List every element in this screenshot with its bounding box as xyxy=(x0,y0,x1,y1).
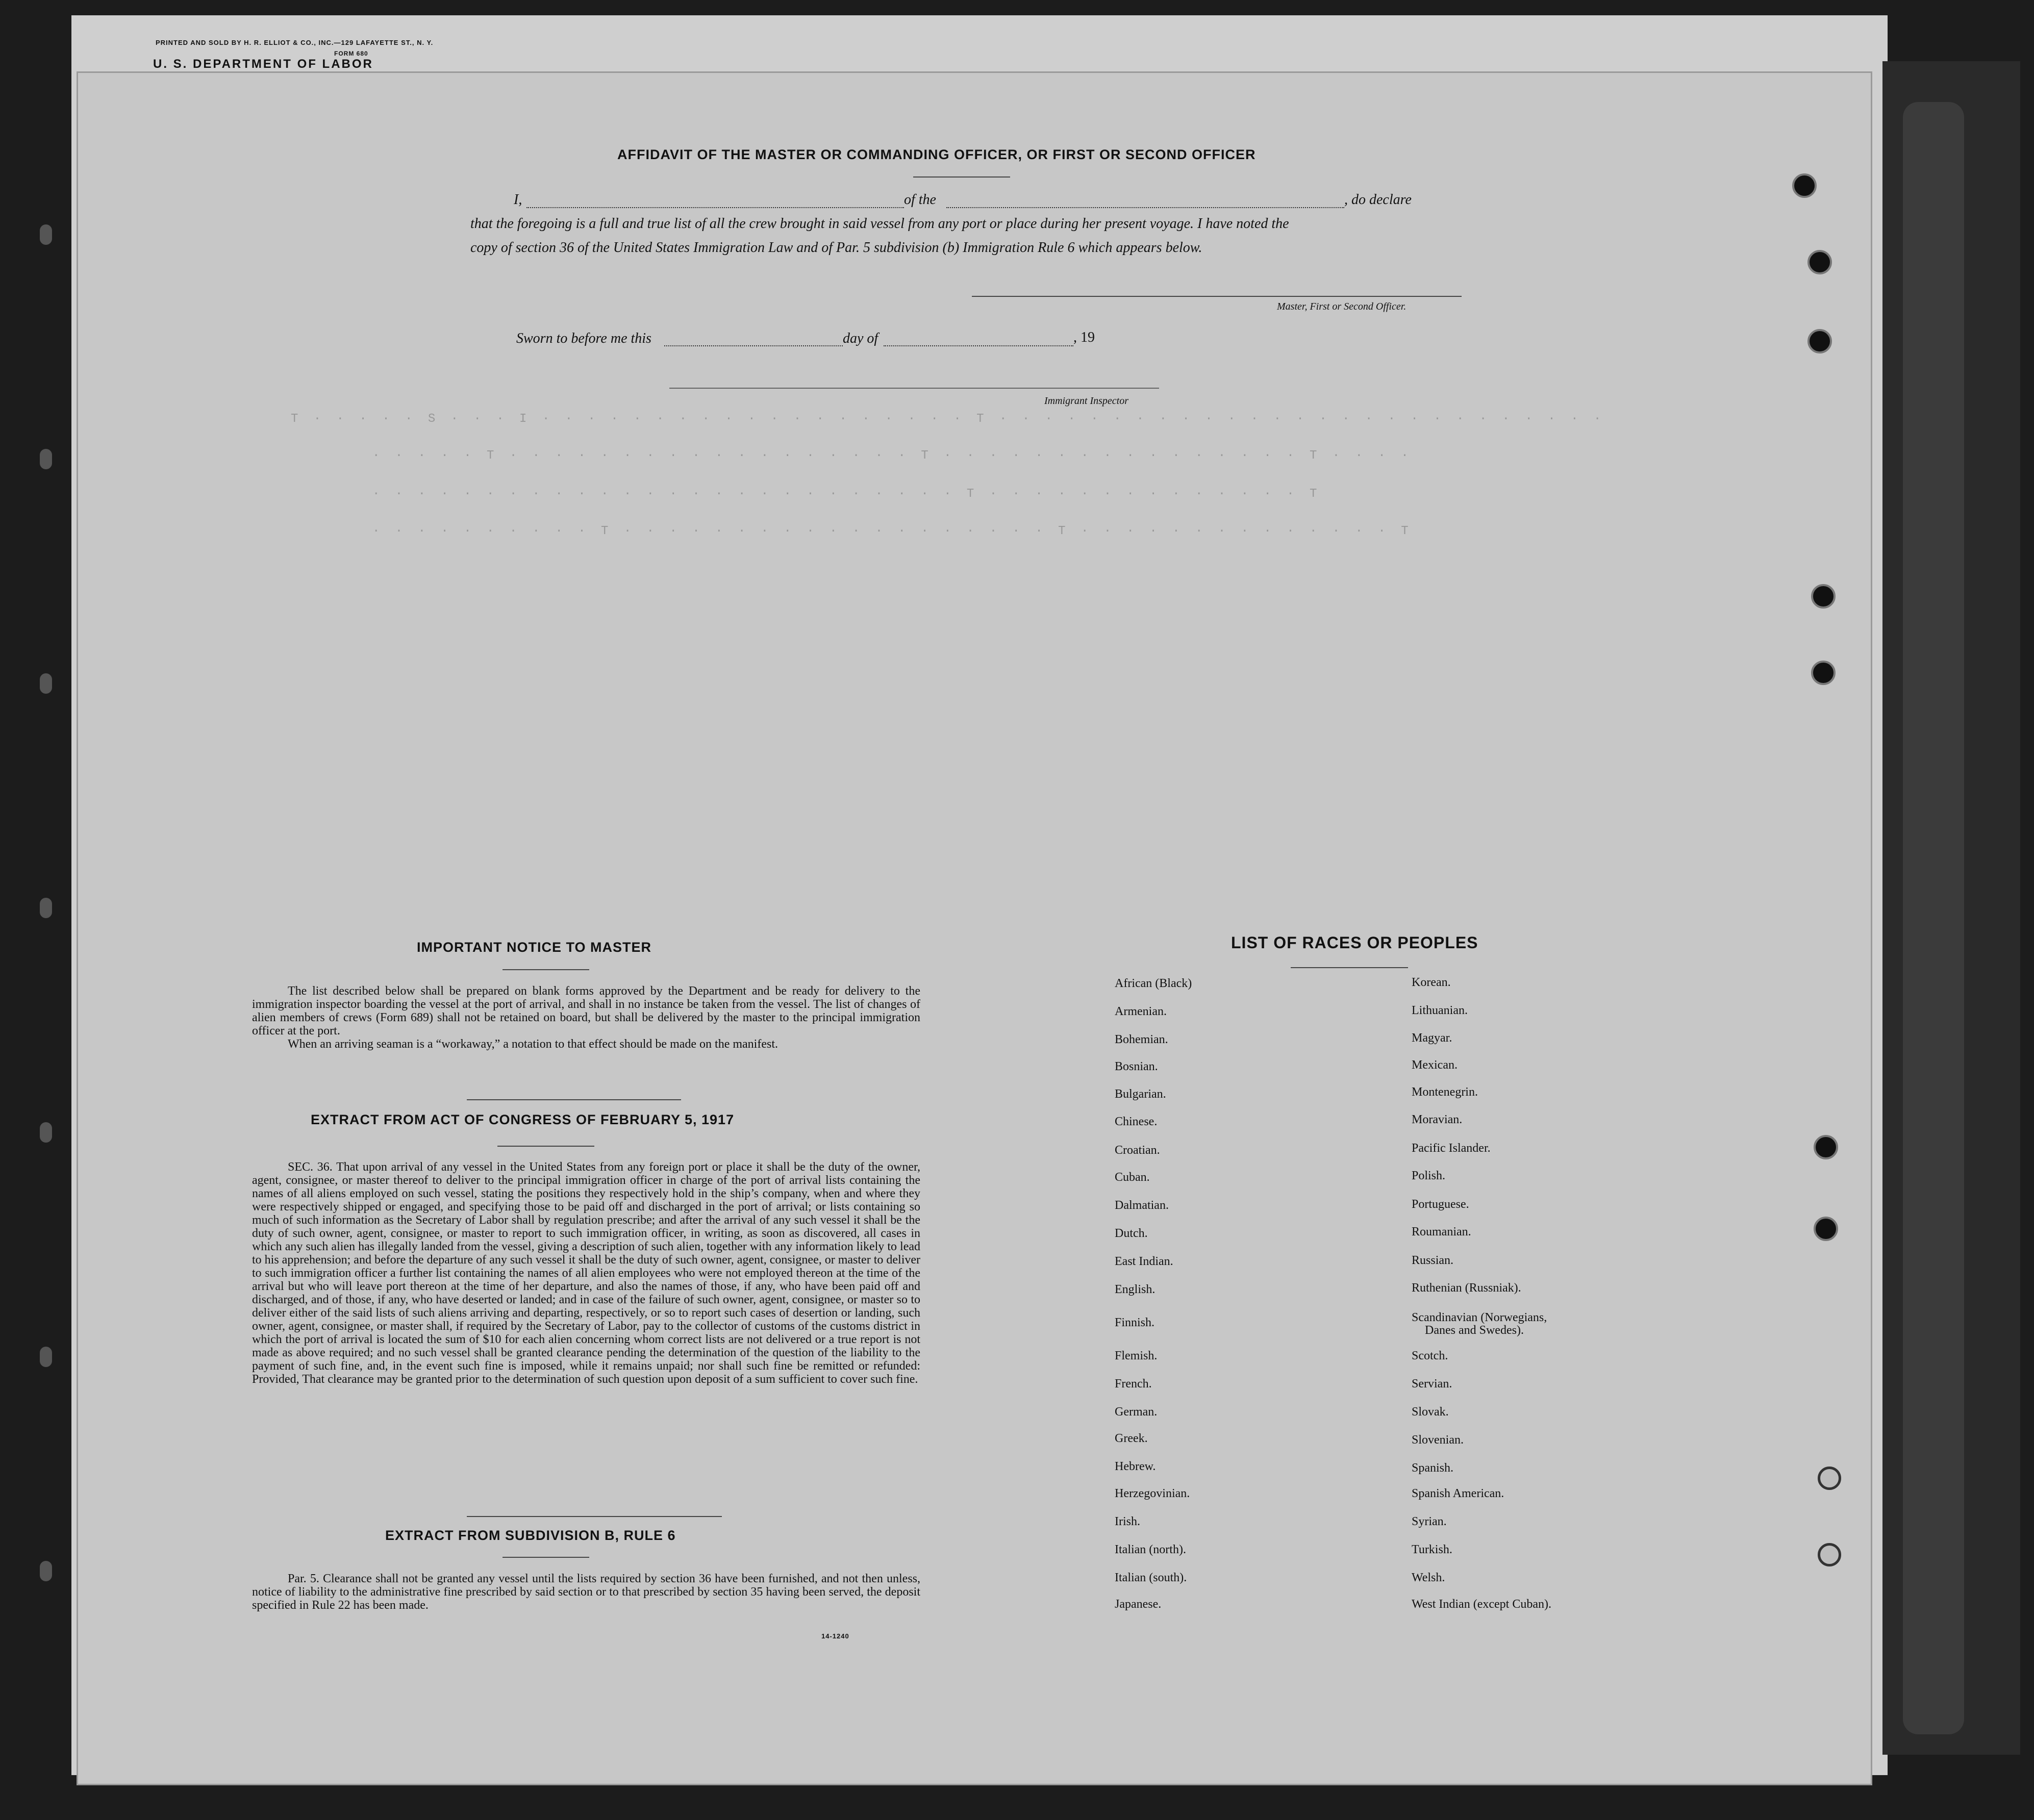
race-item: Slovak. xyxy=(1412,1405,1449,1419)
document-page: T · · · · · S · · · I · · · · · · · · · · · · · · · · · · · T · · · · · · · · · · · · · · · · · · · · · · · · · · · · · · · · T · · · · · · · · · · · · · · · · · · T · · · · · · · · · · · · · · · · T · · · · · · · · · · · · · · · · · · · · · · · · · · · · · · T · · · · · · · · · · · · · · T · · · · · · · · · · T · · · · · · · · · · · · · · · · · · · T · · · · · · · · · · · · · · T AFFIDAVIT OF THE MASTER OR COMMANDING OFFICER, OR FIRST OR SECOND OFFICER I, of the , do declare that the foregoing is a full and true list of all the crew brought in said vessel from any port or place during her present voyage. I have noted the copy of section 36 of the United States Immigration Law and of Par. 5 subdivision (b) Immigration Rule 6 which appears below. Master, First or Second Officer. Sworn to before me this day of , 19 Immigrant Inspector IMPORTANT NOTICE TO MASTER The list described below shall be prepared on blank forms approved by the Department and be ready for delivery to the immigration inspector boarding the vessel at the port of arrival, and shall in no instance be taken from the vessel. The list of changes of alien members of crews (Form 689) shall not be retained on board, but shall be delivered by the master to the principal immigration officer at the port. When an arriving seaman is a “workaway,” a notation to that effect should be made on the manifest. EXTRACT FROM ACT OF CONGRESS OF FEBRUARY 5, 1917 SEC. 36. That upon arrival of any vessel in the United States from any foreign port or place it shall be the duty of the owner, agent, consignee, or master thereof to deliver to the principal immigration officer in charge of the port of arrival lists containing the names of all aliens employed on such vessel, stating the positions they respectively hold in the ship’s company, when and where they were respectively shipped or engaged, and specifying those to be paid off and discharged in the port of arrival; or lists containing so much of such information as the Secretary of Labor shall by regulation prescribe; and after the arrival of any such vessel it shall be the duty of such owner, agent, consignee, or master to report to such immigration officer, in writing, as soon as discovered, all cases in which any such alien has illegally landed from the vessel, giving a description of such alien, together with any information likely to lead to his apprehension; and before the departure of any such vessel it shall be the duty of such owner, agent, consignee, or master to deliver to such immigration officer a further list containing the names of all alien employees who were not employed thereon at the time of the arrival but who will leave port thereon at the time of her departure, and also the names of those, if any, who have been paid off and discharged, and of those, if any, who have deserted or landed; and in case of the failure of such owner, agent, consignee, or master so to deliver either of the said lists of such aliens arriving and departing, respectively, or so to report such cases of desertion or landing, such owner, agent, consignee, or master shall, if required by the Secretary of Labor, pay to the collector of customs of the customs district in which the port of arrival is located the sum of $10 for each alien concerning whom correct lists are not delivered or a true report is not made as above required; and no such vessel shall be granted clearance pending the determination of the question of the liability to the payment of such fine, and, in the event such fine is imposed, while it remains unpaid; nor shall such fine be remitted or refunded: Provided, That clearance may be granted prior to the determination of such question upon deposit of a sum sufficient to cover such fine. EXTRACT FROM SUBDIVISION B, RULE 6 Par. 5. Clearance shall not be granted any vessel until the lists required by section 36 have been furnished, and not then unless, notice of liability to the administrative fine prescribed by said section or to that prescribed by section 35 having been served, the deposit specified in Rule 22 has been made. 14-1240 LIST OF RACES OR PEOPLES African (Black) Armenian. Bohemian. Bosnian. Bulgarian. Chinese. Croatian. Cuban. Dalmatian. Dutch. East Indian. English. Finnish. Flemish. French. German. Greek. Hebrew. Herzegovinian. Irish. Italian (north). Italian (south). Japanese. Korean. Lithuanian. Magyar. Mexican. Montenegrin. Moravian. Pacific Islander. Polish. Portuguese. Roumanian. Russian. Ruthenian (Russniak). Scandinavian (Norwegians, Danes and Swedes). Scotch. Servian. Slovak. Slovenian. Spanish. Spanish American. Syrian. Turkish. Welsh. West Indian (except Cuban). xyxy=(77,71,1872,1785)
binder-edge xyxy=(1882,61,2020,1755)
race-item: East Indian. xyxy=(1115,1255,1173,1268)
race-item: Spanish American. xyxy=(1412,1487,1504,1500)
race-item: Bosnian. xyxy=(1115,1060,1158,1073)
race-item: Polish. xyxy=(1412,1169,1446,1182)
race-item: Roumanian. xyxy=(1412,1225,1471,1238)
race-item: Greek. xyxy=(1115,1432,1148,1445)
race-item: Mexican. xyxy=(1412,1058,1458,1072)
affidavit-line-2: that the foregoing is a full and true list of all the crew brought in said vessel from any port or place during her present voyage. I have noted the xyxy=(470,216,1289,232)
race-item: Syrian. xyxy=(1412,1515,1447,1528)
race-item: Croatian. xyxy=(1115,1144,1160,1157)
race-item: Spanish. xyxy=(1412,1461,1454,1475)
notice-paragraph-2: When an arriving seaman is a “workaway,” a notation to that effect should be made on the manifest. xyxy=(288,1038,778,1051)
race-item: Dalmatian. xyxy=(1115,1199,1169,1212)
vessel-name-blank xyxy=(946,207,1344,208)
officer-signature-caption: Master, First or Second Officer. xyxy=(1277,301,1407,312)
affidavit-line-3: copy of section 36 of the United States Immigration Law and of Par. 5 subdivision (b) Immigration Rule 6 which appears below. xyxy=(470,240,1202,256)
department-name: U. S. DEPARTMENT OF LABOR xyxy=(153,57,373,71)
affidavit-of-the-label: of the xyxy=(904,192,936,208)
extract-rule-title: EXTRACT FROM SUBDIVISION B, RULE 6 xyxy=(385,1528,676,1543)
race-item: English. xyxy=(1115,1283,1156,1296)
sworn-day-blank xyxy=(664,345,843,346)
race-item: Scandinavian (Norwegians, xyxy=(1412,1311,1547,1324)
race-item: Moravian. xyxy=(1412,1113,1463,1126)
notice-text xyxy=(252,984,920,1051)
race-item: Pacific Islander. xyxy=(1412,1142,1491,1155)
extract-rule-text xyxy=(252,1572,920,1612)
affidavit-i-label: I, xyxy=(514,192,522,208)
race-item: African (Black) xyxy=(1115,977,1192,990)
race-item: Servian. xyxy=(1412,1377,1452,1391)
notice-paragraph-1: The list described below shall be prepared on blank forms approved by the Department and be ready for delivery to the immigration inspector boarding the vessel at the port of arrival, and shall in no instance be taken from the vessel. The list of changes of alien members of crews (Form 689) shall not be retained on board, but shall be delivered by the master to the principal immigration officer at the port. xyxy=(252,984,920,1038)
section-36-text: SEC. 36. That upon arrival of any vessel in the United States from any foreign port or place it shall be the duty of the owner, agent, consignee, or master thereof to deliver to the principal immigration officer in charge of the port of arrival lists containing the names of all aliens employed on such vessel, stating the positions they respectively hold in the ship’s company, when and where they were respectively shipped or engaged, and specifying those to be paid off and discharged in the port of arrival; or lists containing so much of such information as the Secretary of Labor shall by regulation prescribe; and after the arrival of any such vessel it shall be the duty of such owner, agent, consignee, or master to report to such immigration officer, in writing, as soon as discovered, all cases in which any such alien has illegally landed from the vessel, giving a description of such alien, together with any information likely to lead to his apprehension; and before the departure of any such vessel it shall be the duty of such owner, agent, consignee, or master to deliver to such immigration officer a further list containing the names of all alien employees who were not employed thereon at the time of the arrival but who will leave port thereon at the time of her departure, and also the names of those, if any, who have been paid off and discharged, and of those, if any, who have deserted or landed; and in case of the failure of such owner, agent, consignee, or master so to deliver either of the said lists of such aliens arriving and departing, respectively, or so to report such cases of desertion or landing, such owner, agent, consignee, or master shall, if required by the Secretary of Labor, pay to the collector of customs of the customs district in which the port of arrival is located the sum of $10 for each alien concerning whom correct lists are not delivered or a true report is not made as above required; and no such vessel shall be granted clearance pending the determination of the question of the liability to the payment of such fine, and, in the event such fine is imposed, while it remains unpaid; nor shall such fine be remitted or refunded: Provided, That clearance may be granted prior to the determination of such question upon deposit of a sum sufficient to cover such fine. xyxy=(252,1160,920,1386)
race-item: West Indian (except Cuban). xyxy=(1412,1598,1551,1611)
printer-imprint: PRINTED AND SOLD BY H. R. ELLIOT & CO., INC.—129 LAFAYETTE ST., N. Y. xyxy=(156,39,434,46)
race-item: Lithuanian. xyxy=(1412,1004,1468,1017)
affidavit-title: AFFIDAVIT OF THE MASTER OR COMMANDING OFFICER, OR FIRST OR SECOND OFFICER xyxy=(617,147,1256,162)
year-label: , 19 xyxy=(1073,330,1095,345)
race-item: Scotch. xyxy=(1412,1349,1448,1362)
inspector-caption: Immigrant Inspector xyxy=(1044,395,1128,407)
race-item: Finnish. xyxy=(1115,1316,1155,1329)
race-item: Herzegovinian. xyxy=(1115,1487,1190,1500)
race-item: Turkish. xyxy=(1412,1543,1452,1556)
extract-act-text xyxy=(252,1160,920,1386)
form-number: FORM 680 xyxy=(334,50,368,57)
race-item: Danes and Swedes). xyxy=(1425,1324,1524,1337)
race-item: Japanese. xyxy=(1115,1598,1162,1611)
race-item: Armenian. xyxy=(1115,1005,1167,1018)
affidavit-do-declare: , do declare xyxy=(1344,192,1412,208)
race-item: Slovenian. xyxy=(1412,1433,1464,1447)
race-item: Bulgarian. xyxy=(1115,1088,1166,1101)
race-item: Russian. xyxy=(1412,1254,1454,1267)
race-item: Cuban. xyxy=(1115,1171,1150,1184)
race-item: Bohemian. xyxy=(1115,1033,1168,1046)
sworn-month-blank xyxy=(884,345,1073,346)
race-item: Flemish. xyxy=(1115,1349,1158,1362)
form-code: 14-1240 xyxy=(821,1632,849,1640)
extract-act-title: EXTRACT FROM ACT OF CONGRESS OF FEBRUARY 5, 1917 xyxy=(311,1112,735,1127)
race-item: Korean. xyxy=(1412,976,1451,989)
race-item: German. xyxy=(1115,1405,1158,1419)
race-item: Montenegrin. xyxy=(1412,1085,1478,1099)
race-item: Welsh. xyxy=(1412,1571,1445,1584)
notice-title: IMPORTANT NOTICE TO MASTER xyxy=(417,940,651,955)
sworn-label: Sworn to before me this xyxy=(516,331,651,346)
par-5-text: Par. 5. Clearance shall not be granted any vessel until the lists required by section 36 have been furnished, and not then unless, notice of liability to the administrative fine prescribed by said section or to that prescribed by section 35 having been served, the deposit specified in Rule 22 has been made. xyxy=(252,1572,920,1612)
race-item: French. xyxy=(1115,1377,1152,1391)
race-item: Portuguese. xyxy=(1412,1198,1469,1211)
race-item: Italian (south). xyxy=(1115,1571,1187,1584)
race-item: Dutch. xyxy=(1115,1227,1148,1240)
race-item: Magyar. xyxy=(1412,1031,1452,1045)
race-item: Hebrew. xyxy=(1115,1460,1156,1473)
race-item: Italian (north). xyxy=(1115,1543,1186,1556)
race-item: Irish. xyxy=(1115,1515,1140,1528)
day-of-label: day of xyxy=(843,331,878,346)
race-item: Ruthenian (Russniak). xyxy=(1412,1281,1521,1295)
races-title: LIST OF RACES OR PEOPLES xyxy=(1231,933,1478,952)
race-item: Chinese. xyxy=(1115,1115,1158,1128)
name-blank xyxy=(526,207,904,208)
